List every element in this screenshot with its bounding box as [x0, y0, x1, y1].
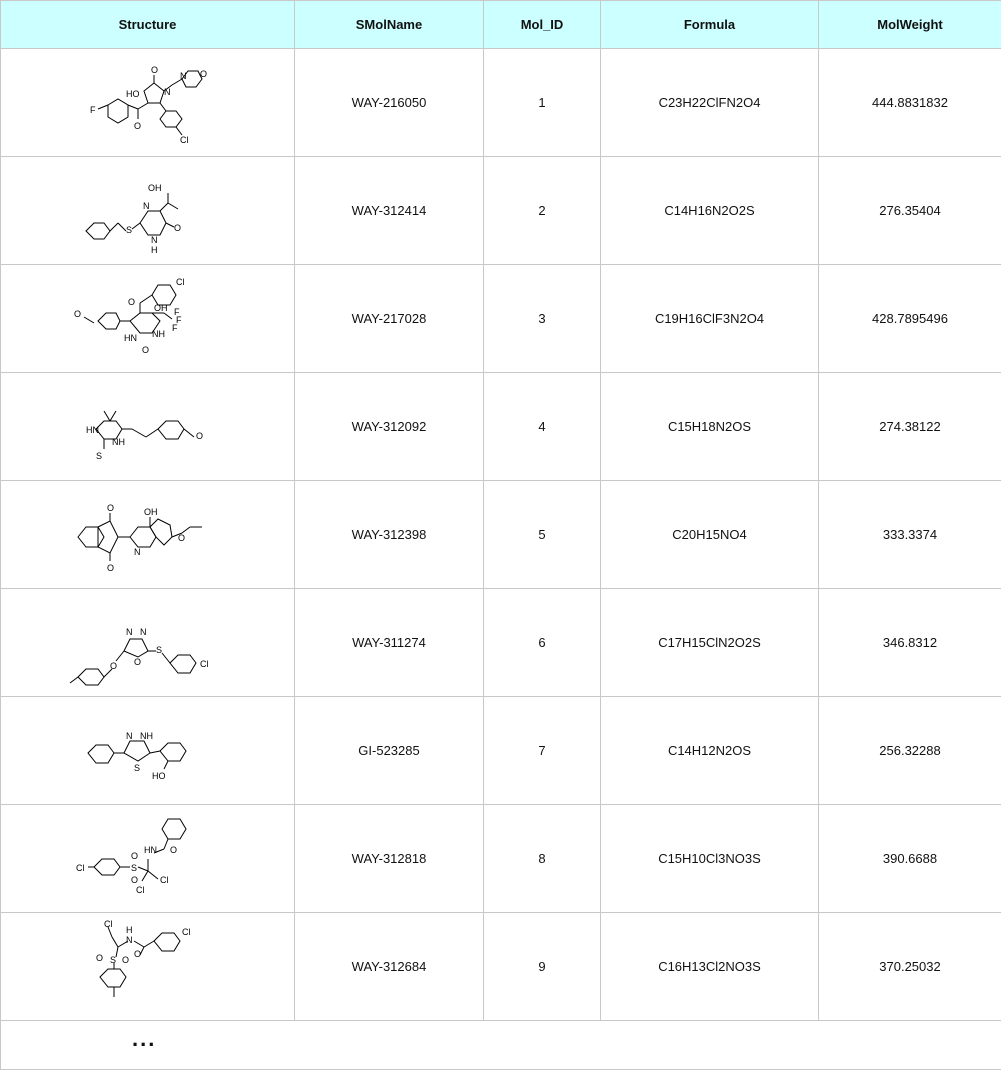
structure-cell: [1, 265, 295, 373]
atom-label: O: [177, 532, 185, 543]
mol-id-cell: 7: [484, 697, 601, 805]
more-rows-cell: [1, 1021, 1001, 1070]
molweight-cell: 346.8312: [819, 589, 1001, 697]
formula-cell: C20H15NO4: [601, 481, 819, 589]
atom-label: O: [133, 948, 141, 959]
smolname-cell: WAY-312684: [295, 913, 484, 1021]
smolname-cell: WAY-216050: [295, 49, 484, 157]
atom-label: O: [106, 562, 114, 573]
atom-label: Cl: [199, 658, 208, 669]
atom-label: F: [89, 104, 95, 115]
molweight-cell: 333.3374: [819, 481, 1001, 589]
structure-cell: [1, 373, 295, 481]
molecule-structure-image: [68, 377, 228, 477]
formula-cell: C14H16N2O2S: [601, 157, 819, 265]
atom-label: F: [171, 322, 177, 333]
atom-label: N: [125, 730, 132, 741]
atom-label: NH: [151, 328, 165, 339]
smolname-cell: WAY-217028: [295, 265, 484, 373]
atom-label: N: [179, 70, 186, 81]
atom-label: S: [133, 762, 140, 773]
atom-label: Cl: [159, 874, 168, 885]
molweight-cell: 390.6688: [819, 805, 1001, 913]
atom-label: HO: [151, 770, 165, 781]
smolname-cell: GI-523285: [295, 697, 484, 805]
atom-label: Cl: [179, 134, 188, 145]
structure-cell: [1, 481, 295, 589]
structure-cell: [1, 157, 295, 265]
atom-label: HN: [123, 332, 137, 343]
table-row: [1, 49, 1001, 157]
atom-label: F: [175, 314, 181, 325]
structure-cell: [1, 913, 295, 1021]
formula-cell: C15H10Cl3NO3S: [601, 805, 819, 913]
more-rows-indicator: ...: [132, 1026, 157, 1051]
header-row: [1, 1, 1001, 49]
atom-label: Cl: [75, 862, 84, 873]
molecule-structure-image: [68, 53, 228, 153]
header-mol-id: Mol_ID: [484, 1, 601, 49]
atom-label: Cl: [135, 884, 144, 895]
formula-cell: C17H15ClN2O2S: [601, 589, 819, 697]
atom-label: HN: [85, 424, 99, 435]
header-molweight: MolWeight: [819, 1, 1001, 49]
atom-label: O: [150, 64, 158, 75]
molweight-cell: 428.7895496: [819, 265, 1001, 373]
atom-label: O: [106, 502, 114, 513]
table-row: [1, 697, 1001, 805]
atom-label: OH: [143, 506, 157, 517]
formula-cell: C23H22ClFN2O4: [601, 49, 819, 157]
atom-label: O: [130, 874, 138, 885]
atom-label: OH: [153, 302, 167, 313]
atom-label: N: [139, 626, 146, 637]
table-row: [1, 481, 1001, 589]
atom-label: S: [109, 954, 116, 965]
atom-label: O: [173, 222, 181, 233]
atom-label: S: [95, 450, 102, 461]
atom-label: O: [121, 954, 129, 965]
structure-cell: [1, 697, 295, 805]
molweight-cell: 256.32288: [819, 697, 1001, 805]
atom-label: N: [150, 234, 157, 245]
formula-cell: C14H12N2OS: [601, 697, 819, 805]
molecule-structure-image: [68, 269, 228, 369]
atom-label: Cl: [175, 276, 184, 287]
formula-cell: C19H16ClF3N2O4: [601, 265, 819, 373]
table-row: [1, 913, 1001, 1021]
mol-id-cell: 8: [484, 805, 601, 913]
atom-label: N: [125, 626, 132, 637]
atom-label: NH: [139, 730, 153, 741]
mol-id-cell: 9: [484, 913, 601, 1021]
structure-cell: [1, 805, 295, 913]
atom-label: N: [163, 86, 170, 97]
formula-cell: C15H18N2OS: [601, 373, 819, 481]
molweight-cell: 276.35404: [819, 157, 1001, 265]
header-structure: Structure: [1, 1, 295, 49]
molweight-cell: 370.25032: [819, 913, 1001, 1021]
molecule-structure-image: [68, 161, 228, 261]
mol-id-cell: 1: [484, 49, 601, 157]
header-formula: Formula: [601, 1, 819, 49]
atom-label: O: [199, 68, 207, 79]
header-smolname: SMolName: [295, 1, 484, 49]
atom-label: S: [125, 224, 132, 235]
atom-label: O: [169, 844, 177, 855]
formula-cell: C16H13Cl2NO3S: [601, 913, 819, 1021]
molweight-cell: 274.38122: [819, 373, 1001, 481]
atom-label: O: [133, 120, 141, 131]
atom-label: O: [141, 344, 149, 355]
structure-cell: [1, 49, 295, 157]
atom-label: H: [125, 924, 132, 935]
atom-label: H: [150, 244, 157, 255]
atom-label: O: [195, 430, 203, 441]
atom-label: HO: [125, 88, 139, 99]
smolname-cell: WAY-312092: [295, 373, 484, 481]
more-rows-indicator-row: [1, 1021, 1001, 1070]
table-row: [1, 373, 1001, 481]
atom-label: N: [125, 934, 132, 945]
table-row: [1, 805, 1001, 913]
smolname-cell: WAY-312414: [295, 157, 484, 265]
atom-label: OH: [147, 182, 161, 193]
atom-label: O: [130, 850, 138, 861]
molecule-structure-image: [68, 809, 228, 909]
atom-label: Cl: [181, 926, 190, 937]
molecule-structure-image: [68, 485, 228, 585]
atom-label: Cl: [103, 918, 112, 929]
atom-label: O: [109, 660, 117, 671]
atom-label: O: [95, 952, 103, 963]
atom-label: F: [173, 306, 179, 317]
molecule-structure-image: [68, 917, 228, 1017]
molecule-structure-image: [58, 593, 238, 693]
smolname-cell: WAY-311274: [295, 589, 484, 697]
table-row: [1, 589, 1001, 697]
atom-label: HN: [143, 844, 157, 855]
table-row: [1, 157, 1001, 265]
atom-label: N: [133, 546, 140, 557]
atom-label: NH: [111, 436, 125, 447]
mol-id-cell: 6: [484, 589, 601, 697]
molecule-structure-image: [68, 701, 228, 801]
mol-id-cell: 4: [484, 373, 601, 481]
table-row: [1, 265, 1001, 373]
smolname-cell: WAY-312818: [295, 805, 484, 913]
structure-cell: [1, 589, 295, 697]
atom-label: O: [127, 296, 135, 307]
molweight-cell: 444.8831832: [819, 49, 1001, 157]
atom-label: S: [130, 862, 137, 873]
mol-id-cell: 5: [484, 481, 601, 589]
mol-id-cell: 3: [484, 265, 601, 373]
atom-label: O: [133, 656, 141, 667]
atom-label: S: [155, 644, 162, 655]
mol-id-cell: 2: [484, 157, 601, 265]
smolname-cell: WAY-312398: [295, 481, 484, 589]
atom-label: O: [73, 308, 81, 319]
atom-label: N: [142, 200, 149, 211]
